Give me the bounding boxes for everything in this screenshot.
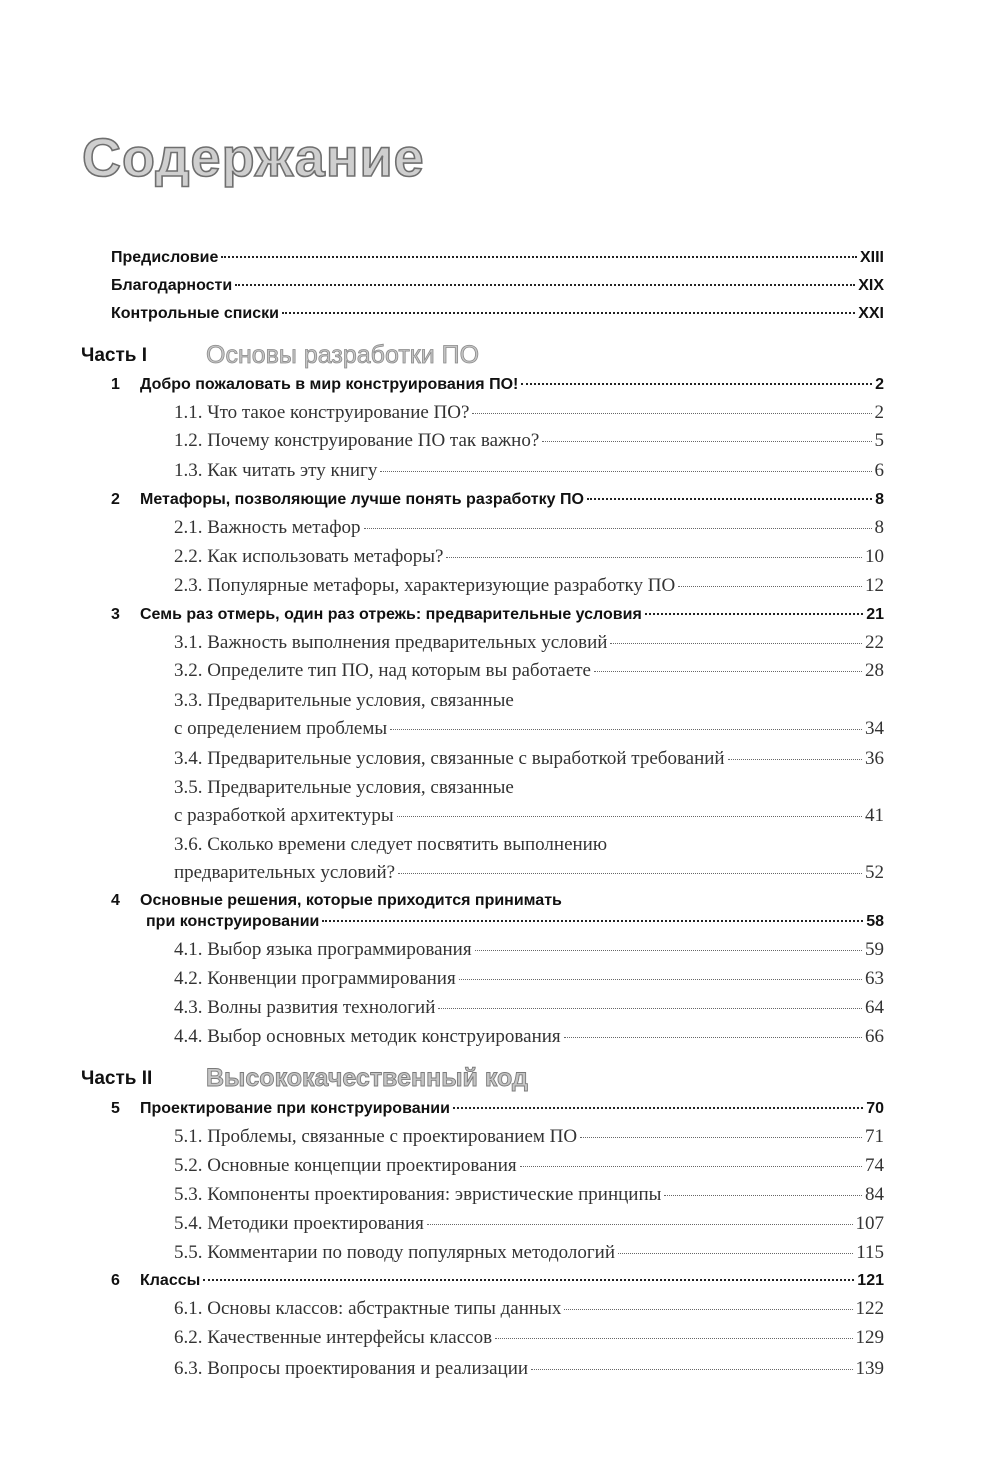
chapter-entry [140,1272,884,1290]
chapter-entry-page: 58 [866,913,884,930]
section-entry-leader [495,1338,852,1339]
section-entry-page: 6 [874,460,884,481]
section-entry [174,546,884,568]
section-entry-title: 2.2. Как использовать метафоры? [174,546,444,567]
section-entry-leader [564,1309,852,1310]
section-entry [174,575,884,597]
section-entry-leader [531,1369,852,1370]
chapter-number: 3 [111,606,120,623]
chapter-entry-page: 8 [875,491,884,508]
section-entry [174,939,884,961]
section-entry-title: 6.1. Основы классов: абстрактные типы данных [174,1298,562,1319]
chapter-entry-title: при конструировании [146,913,320,930]
chapter-entry-title: Добро пожаловать в мир конструирования ПО! [140,376,519,393]
section-entry-title: 4.1. Выбор языка программирования [174,939,472,960]
section-entry [174,517,884,539]
section-entry [174,862,884,884]
section-entry-page: 12 [865,575,884,596]
chapter-entry [140,1100,884,1118]
page-title: Содержание [82,128,425,188]
section-entry-page: 59 [865,939,884,960]
front-entry-leader [221,256,857,258]
chapter-entry-title: Классы [140,1272,201,1289]
section-entry-page: 10 [865,546,884,567]
section-entry-page: 5 [874,430,884,451]
chapter-entry-page: 70 [866,1100,884,1117]
section-entry-title: 2.3. Популярные метафоры, характеризующие разработку ПО [174,575,676,596]
section-entry [174,632,884,654]
section-entry-page: 2 [874,402,884,423]
section-entry-page: 8 [874,517,884,538]
section-entry-leader [580,1137,862,1138]
section-entry-leader [438,1008,862,1009]
chapter-entry-leader [322,920,863,922]
section-entry-leader [664,1195,862,1196]
section-entry [174,1213,884,1235]
section-entry-page: 71 [865,1126,884,1147]
section-entry-leader [446,557,862,558]
section-entry-page: 139 [855,1358,884,1379]
chapter-number: 1 [111,376,120,393]
chapter-entry [140,491,884,509]
chapter-number: 6 [111,1272,120,1289]
section-entry [174,805,884,827]
chapter-entry-title: Метафоры, позволяющие лучше понять разработку ПО [140,491,584,508]
section-entry [174,460,884,482]
part-title: Высококачественный код [206,1064,528,1092]
section-entry-leader [427,1224,853,1225]
section-entry-page: 84 [865,1184,884,1205]
chapter-entry [146,913,884,931]
front-entry-page: XXI [858,305,884,322]
section-entry-leader [397,816,862,817]
section-entry-title: 5.2. Основные концепции проектирования [174,1155,517,1176]
section-entry [174,1184,884,1206]
section-entry-title: с определением проблемы [174,718,388,739]
part-label: Часть II [81,1068,153,1089]
front-entry [111,277,884,295]
section-entry-title: 3.4. Предварительные условия, связанные с выработкой требований [174,748,725,769]
section-entry-title: 1.3. Как читать эту книгу [174,460,378,481]
part-label: Часть I [81,345,148,366]
front-entry-title: Предисловие [111,249,219,266]
section-entry-leader [390,729,862,730]
chapter-entry [140,376,884,394]
chapter-entry-leader [645,613,863,615]
chapter-entry-leader [203,1279,854,1281]
section-entry-page: 36 [865,748,884,769]
section-entry-leader [594,671,862,672]
section-entry-page: 63 [865,968,884,989]
section-entry [174,748,884,770]
section-entry [174,402,884,424]
section-entry-leader [564,1037,862,1038]
section-entry-page: 28 [865,660,884,681]
chapter-entry-page: 121 [857,1272,884,1289]
section-entry-page: 66 [865,1026,884,1047]
section-entry-title: 1.1. Что такое конструирование ПО? [174,402,470,423]
section-entry-title: 4.3. Волны развития технологий [174,997,436,1018]
section-entry-title: 4.4. Выбор основных методик конструирования [174,1026,561,1047]
section-entry-title: 2.1. Важность метафор [174,517,361,538]
section-entry [174,430,884,452]
section-entry-page: 52 [865,862,884,883]
section-entry-title: 1.2. Почему конструирование ПО так важно? [174,430,540,451]
section-entry-title: 6.3. Вопросы проектирования и реализации [174,1358,529,1379]
front-entry-page: XIX [858,277,884,294]
section-entry-title: с разработкой архитектуры [174,805,394,826]
front-entry-leader [235,284,855,286]
chapter-title-line1: Основные решения, которые приходится принимать [140,892,562,909]
chapter-entry-title: Проектирование при конструировании [140,1100,450,1117]
section-entry [174,1358,884,1380]
section-entry [174,997,884,1019]
section-title-line1: 3.5. Предварительные условия, связанные [174,777,514,798]
section-entry-leader [520,1166,862,1167]
section-entry-title: 5.3. Компоненты проектирования: эвристические принципы [174,1184,662,1205]
section-entry-leader [459,979,862,980]
section-entry-leader [398,873,862,874]
chapter-entry-leader [453,1107,863,1109]
front-entry-leader [282,312,855,314]
front-entry-title: Благодарности [111,277,233,294]
section-entry [174,660,884,682]
part-title: Основы разработки ПО [206,341,480,369]
section-entry-leader [542,441,871,442]
section-entry-title: 6.2. Качественные интерфейсы классов [174,1327,493,1348]
section-entry-page: 74 [865,1155,884,1176]
section-entry-title: 4.2. Конвенции программирования [174,968,456,989]
chapter-entry-title: Семь раз отмерь, один раз отрежь: предварительные условия [140,606,642,623]
section-entry-page: 107 [855,1213,884,1234]
section-entry [174,1298,884,1320]
section-entry-leader [364,528,872,529]
section-entry-page: 129 [855,1327,884,1348]
section-entry-title: 5.5. Комментарии по поводу популярных методологий [174,1242,616,1263]
section-title-line1: 3.3. Предварительные условия, связанные [174,690,514,711]
front-entry [111,305,884,323]
section-entry [174,1242,884,1264]
chapter-number: 4 [111,892,120,909]
section-entry-page: 115 [856,1242,884,1263]
front-entry-title: Контрольные списки [111,305,279,322]
section-entry-leader [472,413,871,414]
section-title-line1: 3.6. Сколько времени следует посвятить выполнению [174,834,608,855]
section-entry-page: 41 [865,805,884,826]
chapter-entry-page: 2 [875,376,884,393]
chapter-number: 5 [111,1100,120,1117]
front-entry [111,249,884,267]
section-entry-leader [728,759,862,760]
section-entry [174,1126,884,1148]
section-entry [174,718,884,740]
section-entry [174,1327,884,1349]
section-entry-title: 5.1. Проблемы, связанные с проектированием ПО [174,1126,578,1147]
chapter-entry [140,606,884,624]
section-entry-leader [610,643,862,644]
chapter-entry-leader [587,498,872,500]
section-entry-leader [618,1253,853,1254]
section-entry-leader [475,950,862,951]
section-entry [174,1155,884,1177]
section-entry-page: 64 [865,997,884,1018]
section-entry [174,968,884,990]
front-entry-page: XIII [859,249,884,266]
section-entry [174,1026,884,1048]
section-entry-title: предварительных условий? [174,862,396,883]
section-entry-leader [380,471,871,472]
section-entry-page: 34 [865,718,884,739]
section-entry-title: 3.2. Определите тип ПО, над которым вы работаете [174,660,591,681]
section-entry-leader [678,586,862,587]
chapter-entry-leader [521,383,872,385]
section-entry-title: 3.1. Важность выполнения предварительных условий [174,632,608,653]
section-entry-page: 22 [865,632,884,653]
section-entry-page: 122 [855,1298,884,1319]
chapter-entry-page: 21 [866,606,884,623]
section-entry-title: 5.4. Методики проектирования [174,1213,424,1234]
chapter-number: 2 [111,491,120,508]
